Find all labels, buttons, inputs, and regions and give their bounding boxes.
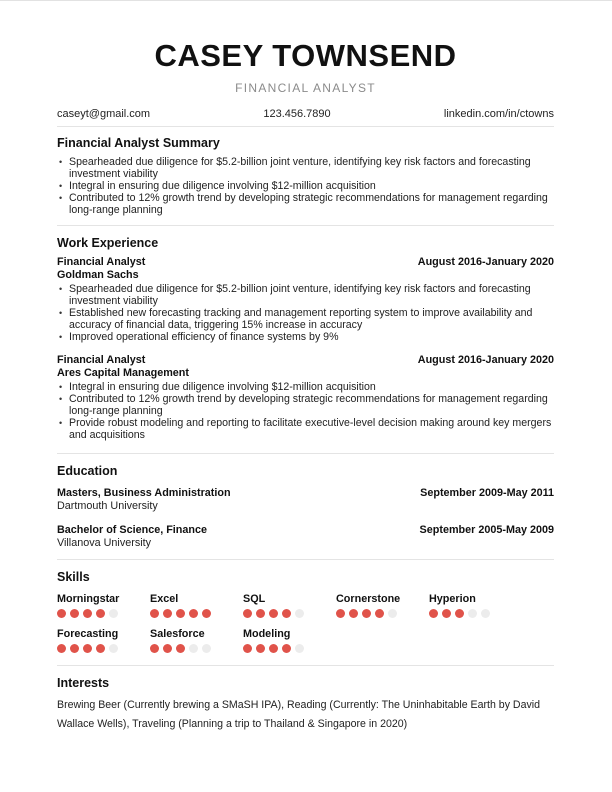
job-bullet: • Spearheaded due diligence for $5.2-billion joint venture, identifying key risk factors and forecasting investment viability: [69, 283, 554, 307]
summary-bullet: • Spearheaded due diligence for $5.2-billion joint venture, identifying key risk factors and forecasting investment viability: [69, 156, 554, 180]
rating-dot-filled: [269, 609, 278, 618]
skill-name: Morningstar: [57, 593, 120, 605]
rating-dot-filled: [336, 609, 345, 618]
education-header: [57, 487, 554, 499]
education-dates: September 2005-May 2009: [419, 524, 554, 536]
skill-item: [429, 593, 522, 618]
skill-name: Salesforce: [150, 628, 205, 640]
rating-dot-empty: [109, 609, 118, 618]
summary-heading: Financial Analyst Summary: [57, 136, 220, 150]
rating-dot-filled: [163, 609, 172, 618]
rating-dot-filled: [269, 644, 278, 653]
job-bullet: • Provide robust modeling and reporting to facilitate executive-level decision making around key mergers and acquisitions: [69, 417, 554, 441]
education-entry: [57, 524, 554, 549]
rating-dot-filled: [163, 644, 172, 653]
education-degree: Bachelor of Science, Finance: [57, 524, 208, 536]
contact-row: [57, 108, 554, 120]
candidate-name: CASEY TOWNSEND: [154, 38, 457, 73]
skill-rating: [429, 609, 522, 618]
rating-dot-filled: [150, 644, 159, 653]
job-bullets: [57, 283, 554, 343]
divider: [57, 453, 554, 454]
education-entry: [57, 487, 554, 512]
job-dates: August 2016-January 2020: [417, 256, 554, 268]
job-bullet: • Improved operational efficiency of finance systems by 9%: [69, 331, 554, 343]
skill-rating: [243, 644, 336, 653]
job-entry: [57, 256, 554, 343]
interests-heading: Interests: [57, 676, 110, 690]
skill-rating: [336, 609, 429, 618]
divider: [57, 559, 554, 560]
divider: [57, 126, 554, 127]
job-entry: [57, 354, 554, 441]
summary-bullet: • Integral in ensuring due diligence involving $12-million acquisition: [69, 180, 554, 192]
job-role: Financial Analyst: [57, 256, 146, 268]
rating-dot-filled: [243, 609, 252, 618]
rating-dot-filled: [362, 609, 371, 618]
rating-dot-filled: [189, 609, 198, 618]
job-role: Financial Analyst: [57, 354, 146, 366]
skill-name: Hyperion: [429, 593, 476, 605]
phone-number: 123.456.7890: [263, 108, 331, 120]
rating-dot-filled: [243, 644, 252, 653]
rating-dot-filled: [57, 644, 66, 653]
rating-dot-empty: [295, 644, 304, 653]
skill-rating: [57, 609, 150, 618]
education-dates: September 2009-May 2011: [420, 487, 554, 499]
linkedin-link[interactable]: linkedin.com/in/ctowns: [443, 108, 554, 120]
education-degree: Masters, Business Administration: [57, 487, 231, 499]
skill-name: Excel: [150, 593, 179, 605]
interests-text: Brewing Beer (Currently brewing a SMaSH IPA), Reading (Currently: The Uninhabitable Earth by David Wallace Wells), Traveling (Planning a trip to Thailand & Singapore in 2020): [57, 699, 541, 730]
education-header: [57, 524, 554, 536]
job-header: [57, 354, 554, 366]
skill-item: [57, 593, 150, 618]
rating-dot-filled: [375, 609, 384, 618]
rating-dot-filled: [150, 609, 159, 618]
skill-item: [336, 593, 429, 618]
rating-dot-empty: [468, 609, 477, 618]
rating-dot-filled: [176, 609, 185, 618]
job-dates: August 2016-January 2020: [417, 354, 554, 366]
skill-name: Cornerstone: [336, 593, 401, 605]
rating-dot-filled: [202, 609, 211, 618]
job-bullet: • Integral in ensuring due diligence involving $12-million acquisition: [69, 381, 554, 393]
divider: [57, 225, 554, 226]
skill-rating: [243, 609, 336, 618]
rating-dot-filled: [349, 609, 358, 618]
rating-dot-filled: [176, 644, 185, 653]
skills-heading: Skills: [57, 570, 90, 584]
job-header: [57, 256, 554, 268]
summary-bullet: • Contributed to 12% growth trend by developing strategic recommendations for management regarding long-range planning: [69, 192, 554, 216]
rating-dot-filled: [455, 609, 464, 618]
email-link[interactable]: caseyt@gmail.com: [57, 108, 151, 120]
skill-rating: [150, 609, 243, 618]
rating-dot-filled: [282, 609, 291, 618]
rating-dot-empty: [202, 644, 211, 653]
job-bullet: • Contributed to 12% growth trend by developing strategic recommendations for management regarding long-range planning: [69, 393, 554, 417]
skill-name: Modeling: [243, 628, 291, 640]
rating-dot-filled: [70, 609, 79, 618]
rating-dot-filled: [83, 644, 92, 653]
rating-dot-empty: [388, 609, 397, 618]
skill-item: [57, 628, 150, 653]
rating-dot-filled: [442, 609, 451, 618]
rating-dot-filled: [96, 609, 105, 618]
skill-item: [243, 593, 336, 618]
rating-dot-filled: [57, 609, 66, 618]
skill-rating: [57, 644, 150, 653]
education-school: Dartmouth University: [57, 500, 158, 512]
rating-dot-filled: [96, 644, 105, 653]
rating-dot-filled: [282, 644, 291, 653]
education-heading: Education: [57, 464, 118, 478]
job-bullet: • Established new forecasting tracking and management reporting system to improve availability and accuracy of financial data, triggering 15% increase in accuracy: [69, 307, 554, 331]
rating-dot-filled: [429, 609, 438, 618]
rating-dot-filled: [256, 644, 265, 653]
job-company: Goldman Sachs: [57, 269, 139, 281]
rating-dot-empty: [481, 609, 490, 618]
job-company: Ares Capital Management: [57, 367, 189, 379]
job-bullets: [57, 381, 554, 441]
rating-dot-empty: [109, 644, 118, 653]
summary-bullets: [57, 156, 554, 216]
experience-heading: Work Experience: [57, 236, 159, 250]
skill-name: Forecasting: [57, 628, 119, 640]
skill-rating: [150, 644, 243, 653]
rating-dot-filled: [256, 609, 265, 618]
divider: [57, 665, 554, 666]
rating-dot-filled: [83, 609, 92, 618]
rating-dot-filled: [70, 644, 79, 653]
skill-item: [150, 593, 243, 618]
rating-dot-empty: [189, 644, 198, 653]
rating-dot-empty: [295, 609, 304, 618]
skill-item: [243, 628, 336, 653]
skill-name: SQL: [243, 593, 266, 605]
candidate-title: FINANCIAL ANALYST: [235, 81, 376, 95]
skill-item: [150, 628, 243, 653]
education-school: Villanova University: [57, 537, 152, 549]
skills-grid: [57, 593, 527, 663]
